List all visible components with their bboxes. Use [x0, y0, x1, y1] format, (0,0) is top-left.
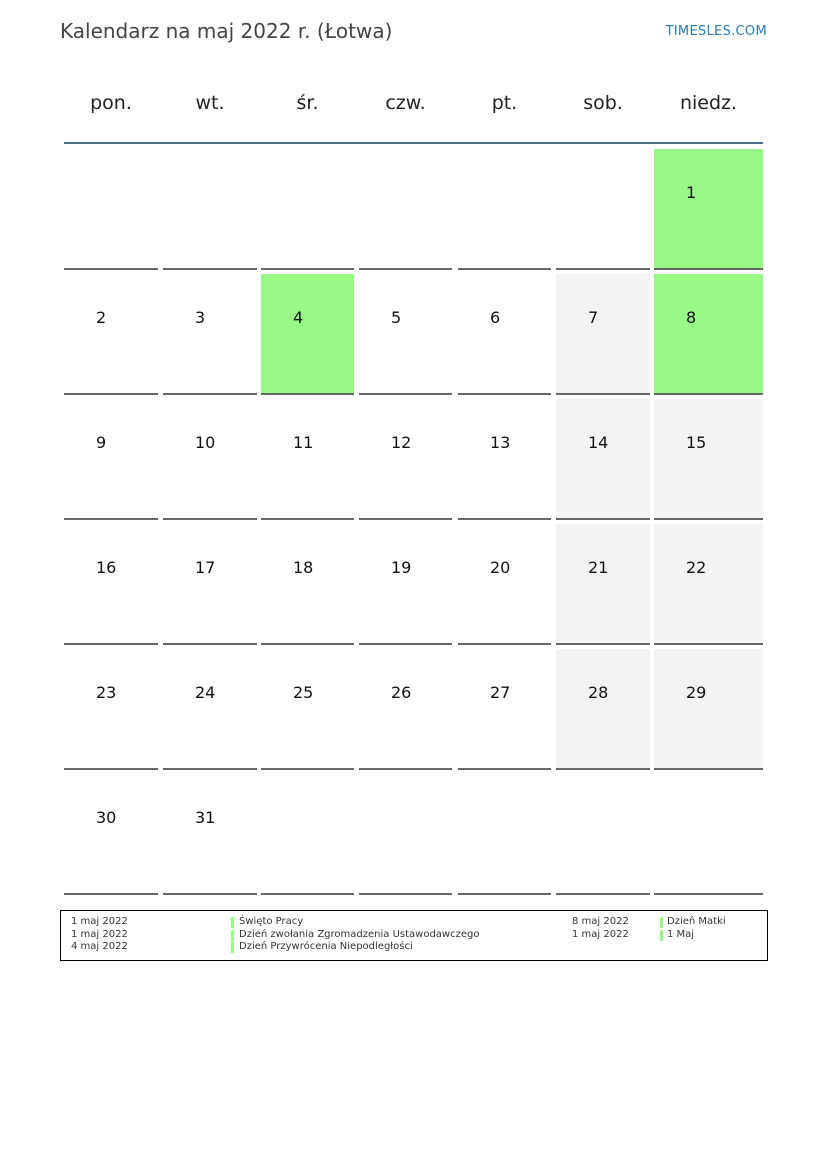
empty-day-cell — [654, 774, 763, 895]
cell-underline — [654, 268, 763, 270]
day-number: 28 — [588, 683, 609, 702]
day-number: 10 — [195, 433, 216, 452]
legend-holiday-name: 1 Maj — [667, 928, 695, 940]
cell-underline — [64, 643, 158, 645]
day-number: 3 — [195, 308, 206, 327]
empty-day-cell — [458, 149, 551, 270]
day-cell[interactable] — [458, 649, 551, 770]
cell-underline — [163, 893, 257, 895]
cell-underline — [64, 268, 158, 270]
empty-day-cell — [359, 149, 452, 270]
day-cell[interactable] — [163, 274, 257, 395]
day-number: 31 — [195, 808, 216, 827]
day-number: 11 — [293, 433, 314, 452]
day-number: 26 — [391, 683, 412, 702]
cell-underline — [163, 268, 257, 270]
legend-holiday-name: Dzień Matki — [667, 916, 726, 927]
day-number: 18 — [293, 558, 314, 577]
cell-underline — [556, 768, 650, 770]
day-number: 21 — [588, 558, 609, 577]
cell-underline — [654, 893, 763, 895]
weekday-label: niedz. — [679, 92, 738, 114]
cell-underline — [261, 268, 354, 270]
day-number: 25 — [293, 683, 314, 702]
legend-date: 1 maj 2022 — [71, 916, 128, 927]
day-number: 22 — [686, 558, 707, 577]
cell-underline — [359, 393, 452, 395]
day-number: 12 — [391, 433, 412, 452]
legend-color-marker — [660, 917, 663, 928]
cell-underline — [556, 393, 650, 395]
day-cell[interactable] — [458, 399, 551, 520]
cell-underline — [261, 518, 354, 520]
empty-day-cell — [458, 774, 551, 895]
cell-underline — [261, 643, 354, 645]
day-number: 15 — [686, 433, 707, 452]
day-number: 27 — [490, 683, 511, 702]
day-number: 8 — [686, 308, 697, 327]
empty-day-cell — [163, 149, 257, 270]
cell-underline — [261, 393, 354, 395]
cell-underline — [654, 518, 763, 520]
cell-underline — [556, 518, 650, 520]
cell-underline — [654, 393, 763, 395]
day-cell[interactable] — [261, 399, 354, 520]
day-cell[interactable] — [163, 399, 257, 520]
page-title: Kalendarz na maj 2022 r. (Łotwa) — [60, 19, 393, 43]
legend-color-marker — [231, 942, 234, 953]
day-cell[interactable] — [64, 274, 158, 395]
weekday-label: czw. — [385, 92, 426, 114]
day-number: 5 — [391, 308, 402, 327]
cell-underline — [163, 643, 257, 645]
day-number: 17 — [195, 558, 216, 577]
cell-underline — [458, 893, 551, 895]
legend-entry — [61, 941, 767, 953]
cell-underline — [359, 768, 452, 770]
legend-date: 1 maj 2022 — [71, 928, 128, 940]
day-cell[interactable] — [654, 399, 763, 520]
legend-color-marker — [660, 930, 663, 941]
day-cell[interactable] — [163, 774, 257, 895]
cell-underline — [261, 768, 354, 770]
cell-underline — [359, 268, 452, 270]
cell-underline — [64, 768, 158, 770]
day-cell[interactable] — [359, 399, 452, 520]
day-number: 4 — [293, 308, 304, 327]
day-cell[interactable] — [654, 524, 763, 645]
day-cell[interactable] — [64, 774, 158, 895]
cell-underline — [556, 268, 650, 270]
day-cell[interactable] — [654, 274, 763, 395]
day-cell[interactable] — [64, 399, 158, 520]
day-number: 24 — [195, 683, 216, 702]
day-cell[interactable] — [261, 274, 354, 395]
day-number: 6 — [490, 308, 501, 327]
cell-underline — [458, 393, 551, 395]
day-cell[interactable] — [556, 274, 650, 395]
day-cell[interactable] — [556, 649, 650, 770]
cell-underline — [359, 643, 452, 645]
day-number: 14 — [588, 433, 609, 452]
cell-underline — [359, 893, 452, 895]
cell-underline — [261, 893, 354, 895]
day-number: 29 — [686, 683, 707, 702]
day-number: 20 — [490, 558, 511, 577]
day-number: 16 — [96, 558, 117, 577]
cell-underline — [458, 268, 551, 270]
legend-date: 4 maj 2022 — [71, 941, 128, 952]
legend-date: 1 maj 2022 — [572, 928, 629, 940]
day-number: 7 — [588, 308, 599, 327]
cell-underline — [359, 518, 452, 520]
cell-underline — [163, 768, 257, 770]
cell-underline — [64, 518, 158, 520]
weekday-label: pt. — [491, 92, 518, 114]
day-number: 23 — [96, 683, 117, 702]
empty-day-cell — [261, 149, 354, 270]
header-divider — [64, 142, 763, 144]
day-cell[interactable] — [64, 649, 158, 770]
weekday-label: pon. — [90, 92, 132, 114]
day-cell[interactable] — [163, 649, 257, 770]
cell-underline — [654, 768, 763, 770]
legend-holiday-name: Dzień Przywrócenia Niepodległości — [239, 941, 413, 952]
cell-underline — [163, 518, 257, 520]
day-number: 9 — [96, 433, 107, 452]
day-cell[interactable] — [163, 524, 257, 645]
cell-underline — [556, 643, 650, 645]
cell-underline — [163, 393, 257, 395]
empty-day-cell — [359, 774, 452, 895]
day-cell[interactable] — [654, 149, 763, 270]
empty-day-cell — [261, 774, 354, 895]
cell-underline — [654, 643, 763, 645]
day-number: 1 — [686, 183, 697, 202]
weekday-label: śr. — [296, 92, 319, 114]
day-number: 19 — [391, 558, 412, 577]
empty-day-cell — [556, 149, 650, 270]
day-cell[interactable] — [64, 524, 158, 645]
day-cell[interactable] — [458, 274, 551, 395]
empty-day-cell — [64, 149, 158, 270]
weekday-label: sob. — [583, 92, 623, 114]
day-cell[interactable] — [261, 649, 354, 770]
brand-link[interactable]: TIMESLES.COM — [665, 24, 767, 39]
legend-holiday-name: Święto Pracy — [239, 916, 304, 927]
day-cell[interactable] — [359, 649, 452, 770]
legend-holiday-name: Dzień zwołania Zgromadzenia Ustawodawczego — [239, 928, 480, 940]
holiday-legend — [60, 910, 768, 961]
day-cell[interactable] — [556, 524, 650, 645]
day-cell[interactable] — [261, 524, 354, 645]
day-cell[interactable] — [556, 399, 650, 520]
legend-date: 8 maj 2022 — [572, 916, 629, 927]
legend-entry — [61, 929, 767, 941]
cell-underline — [64, 893, 158, 895]
day-number: 13 — [490, 433, 511, 452]
weekday-label: wt. — [195, 92, 225, 114]
day-number: 2 — [96, 308, 107, 327]
day-number: 30 — [96, 808, 117, 827]
legend-entry — [61, 916, 767, 928]
cell-underline — [458, 768, 551, 770]
cell-underline — [458, 518, 551, 520]
day-cell[interactable] — [359, 524, 452, 645]
day-cell[interactable] — [654, 649, 763, 770]
cell-underline — [556, 893, 650, 895]
cell-underline — [458, 643, 551, 645]
empty-day-cell — [556, 774, 650, 895]
cell-underline — [64, 393, 158, 395]
day-cell[interactable] — [359, 274, 452, 395]
day-cell[interactable] — [458, 524, 551, 645]
